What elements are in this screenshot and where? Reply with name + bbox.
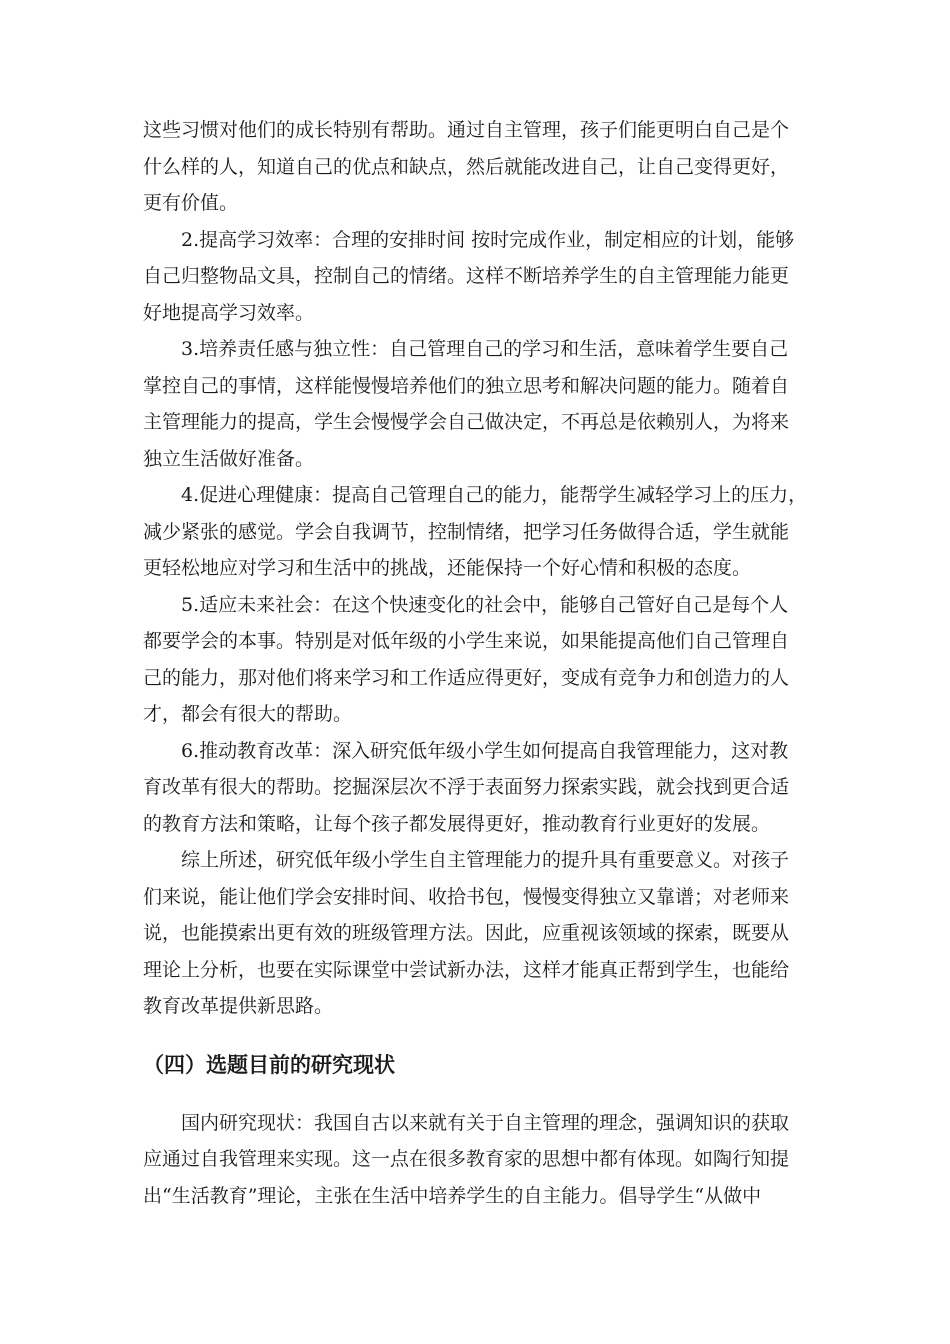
text-line: 主管理能力的提高，学生会慢慢学会自己做决定，不再总是依赖别人，为将来	[143, 411, 790, 433]
paragraph-learning-efficiency	[143, 222, 813, 332]
paragraph-mental-health	[143, 477, 813, 587]
text-line: 4.促进心理健康：提高自己管理自己的能力，能帮学生减轻学习上的压力，	[181, 484, 808, 506]
paragraph-responsibility	[143, 331, 813, 477]
text-line: 掌控自己的事情，这样能慢慢培养他们的独立思考和解决问题的能力。随着自	[143, 374, 790, 397]
paragraph-summary	[143, 842, 813, 1025]
text-line: 国内研究现状：我国自古以来就有关于自主管理的理念，强调知识的获取	[181, 1111, 790, 1134]
text-line: 自己归整物品文具，控制自己的情绪。这样不断培养学生的自主管理能力能更	[143, 265, 790, 287]
text-line: 理论上分析，也要在实际课堂中尝试新办法，这样才能真正帮到学生，也能给	[143, 958, 790, 981]
section-heading: （四）选题目前的研究现状	[143, 1052, 395, 1077]
text-line: 们来说，能让他们学会安排时间、收拾书包，慢慢变得独立又靠谱；对老师来	[143, 885, 790, 908]
text-line: 出“生活教育”理论，主张在生活中培养学生的自主能力。倡导学生“从做中	[143, 1184, 762, 1207]
text-line: 说，也能摸索出更有效的班级管理方法。因此，应重视该领域的探索，既要从	[143, 922, 790, 944]
text-line: 综上所述，研究低年级小学生自主管理能力的提升具有重要意义。对孩子	[181, 849, 790, 871]
text-line: 什么样的人，知道自己的优点和缺点，然后就能改进自己，让自己变得更好，	[143, 155, 790, 178]
text-line: 5.适应未来社会：在这个快速变化的社会中，能够自己管好自己是每个人	[181, 593, 789, 616]
paragraph-habits-continued	[143, 112, 813, 222]
text-line: 6.推动教育改革：深入研究低年级小学生如何提高自我管理能力，这对教	[181, 739, 789, 762]
text-line: 独立生活做好准备。	[143, 447, 315, 470]
text-line: 的教育方法和策略，让每个孩子都发展得更好，推动教育行业更好的发展。	[143, 812, 771, 835]
text-line: 3.培养责任感与独立性：自己管理自己的学习和生活，意味着学生要自己	[181, 338, 789, 360]
text-line: 2.提高学习效率：合理的安排时间 按时完成作业，制定相应的计划，能够	[181, 228, 795, 251]
text-line: 己的能力，那对他们将来学习和工作适应得更好，变成有竞争力和创造力的人	[143, 666, 790, 689]
text-line: 应通过自我管理来实现。这一点在很多教育家的思想中都有体现。如陶行知提	[143, 1148, 790, 1170]
text-line: 都要学会的本事。特别是对低年级的小学生来说，如果能提高他们自己管理自	[143, 630, 790, 652]
paragraph-education-reform	[143, 733, 813, 843]
text-line: 更轻松地应对学习和生活中的挑战，还能保持一个好心情和积极的态度。	[143, 557, 752, 579]
text-line: 才，都会有很大的帮助。	[143, 703, 353, 725]
text-line: 更有价值。	[143, 192, 239, 214]
text-line: 教育改革提供新思路。	[143, 995, 334, 1017]
text-line: 减少紧张的感觉。学会自我调节，控制情绪，把学习任务做得合适，学生就能	[143, 520, 790, 543]
text-line: 好地提高学习效率。	[143, 301, 315, 324]
paragraph-future-society	[143, 587, 813, 733]
text-line: 育改革有很大的帮助。挖掘深层次不浮于表面努力探索实践，就会找到更合适	[143, 776, 790, 798]
document-page	[143, 112, 813, 1214]
text-line: 这些习惯对他们的成长特别有帮助。通过自主管理，孩子们能更明白自己是个	[143, 119, 790, 141]
paragraph-domestic-research	[143, 1105, 813, 1215]
